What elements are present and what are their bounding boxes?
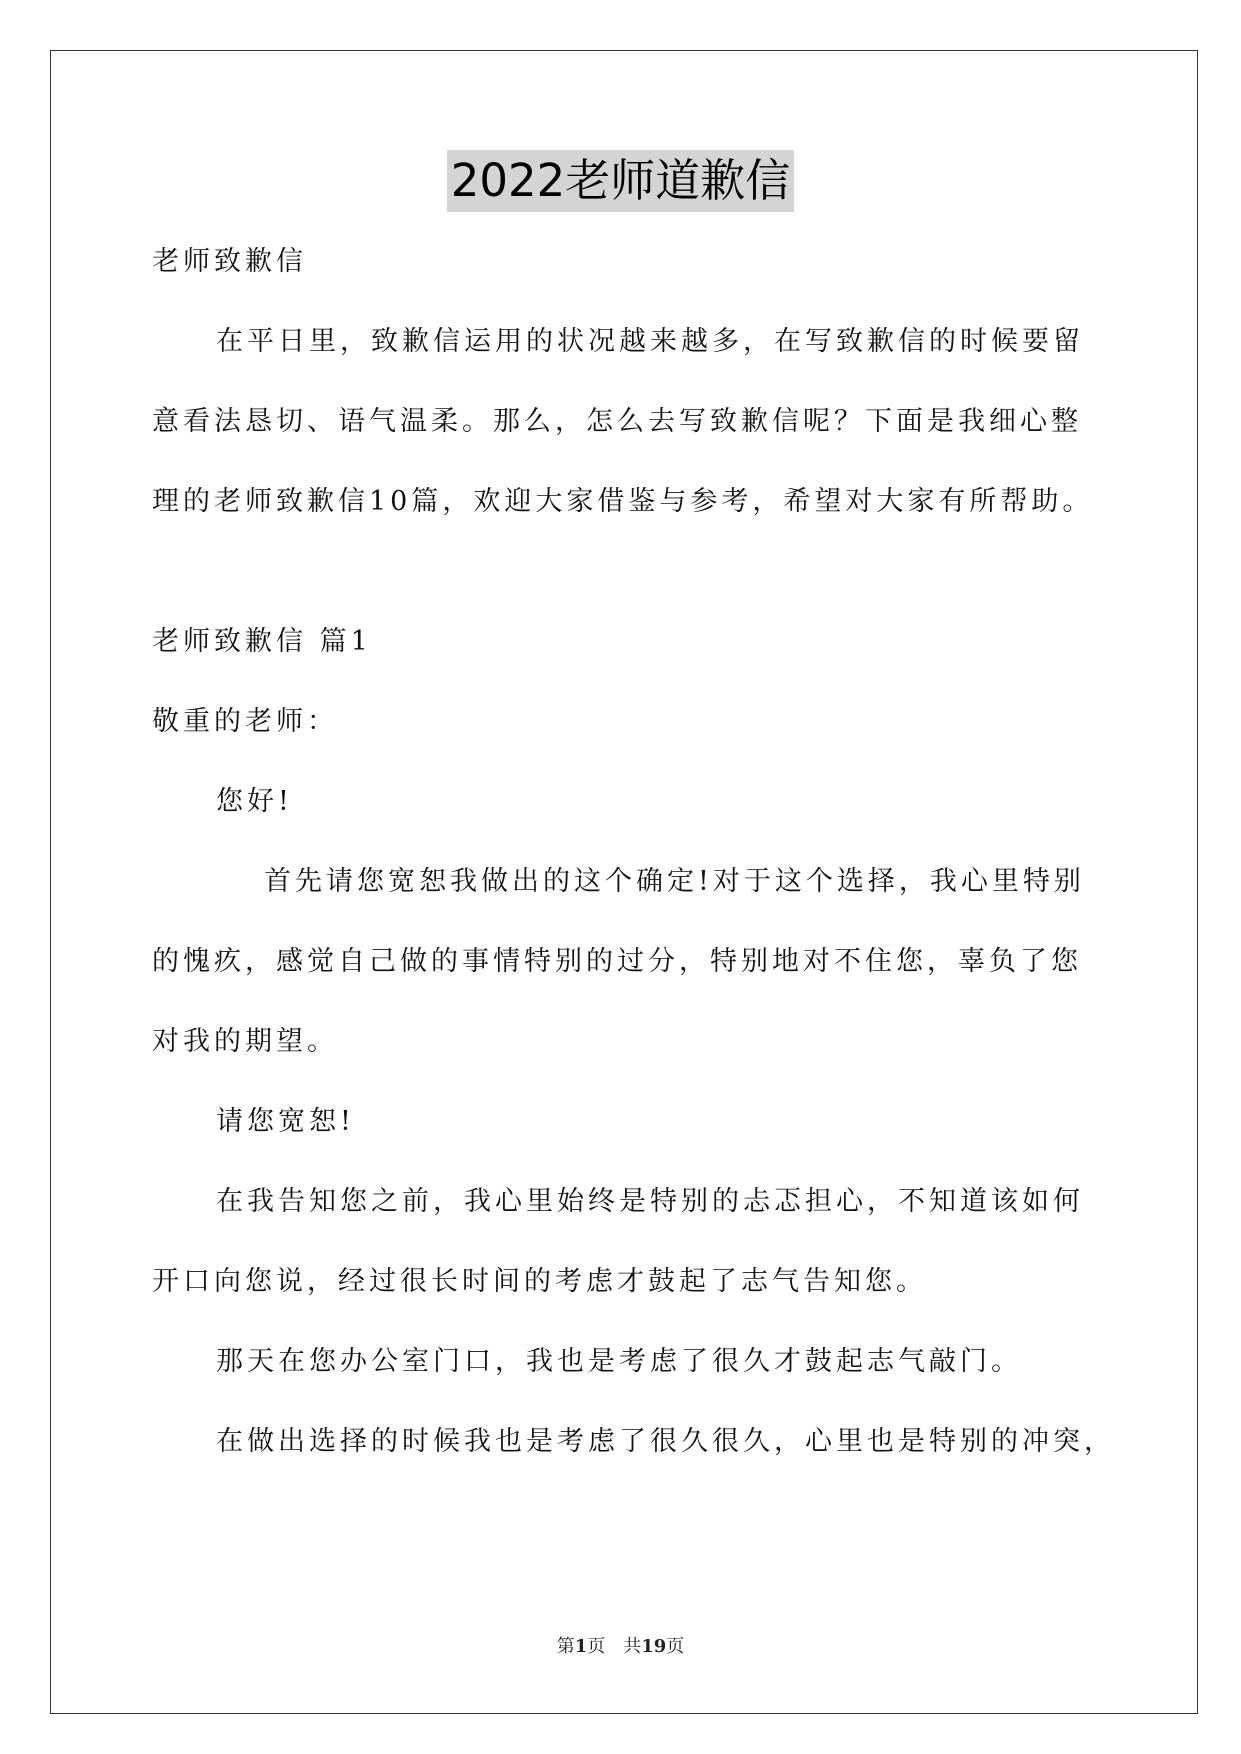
page-footer: [0, 1632, 1241, 1658]
page-label-mid: 页 共: [587, 1636, 642, 1657]
section-heading: 老师致歉信: [152, 246, 307, 277]
page-label-prefix: 第: [556, 1636, 575, 1657]
paragraph-line: 的愧疚，感觉自己做的事情特别的过分，特别地对不住您，辜负了您: [152, 946, 1082, 977]
paragraph-line: 在平日里，致歉信运用的状况越来越多，在写致歉信的时候要留: [216, 326, 1084, 357]
page-label-suffix: 页: [666, 1636, 685, 1657]
current-page-number: 1: [574, 1636, 588, 1657]
document-title: 2022老师道歉信: [447, 150, 795, 212]
paragraph-line: 开口向您说，经过很长时间的考虑才鼓起了志气告知您。: [152, 1266, 927, 1297]
paragraph-line: 理的老师致歉信10篇，欢迎大家借鉴与参考，希望对大家有所帮助。: [152, 486, 1094, 517]
salutation: 敬重的老师：: [152, 706, 338, 737]
paragraph-line: 对我的期望。: [152, 1026, 338, 1057]
paragraph-line: 首先请您宽恕我做出的这个确定!对于这个选择，我心里特别: [264, 866, 1085, 897]
document-body: [152, 232, 1115, 1492]
paragraph-line: 在做出选择的时候我也是考虑了很久很久，心里也是特别的冲突，: [216, 1426, 1115, 1457]
greeting: 您好!: [216, 786, 293, 817]
section-heading: 老师致歉信 篇1: [152, 626, 372, 657]
title-container: [0, 150, 1241, 212]
total-pages-number: 19: [641, 1636, 667, 1657]
paragraph-line: 意看法恳切、语气温柔。那么，怎么去写致歉信呢？下面是我细心整: [152, 406, 1082, 437]
paragraph-gap: [152, 552, 1092, 612]
paragraph-line: 在我告知您之前，我心里始终是特别的忐忑担心，不知道该如何: [216, 1186, 1084, 1217]
paragraph-line: 那天在您办公室门口，我也是考虑了很久才鼓起志气敲门。: [216, 1346, 1022, 1377]
paragraph-line: 请您宽恕!: [216, 1106, 355, 1137]
